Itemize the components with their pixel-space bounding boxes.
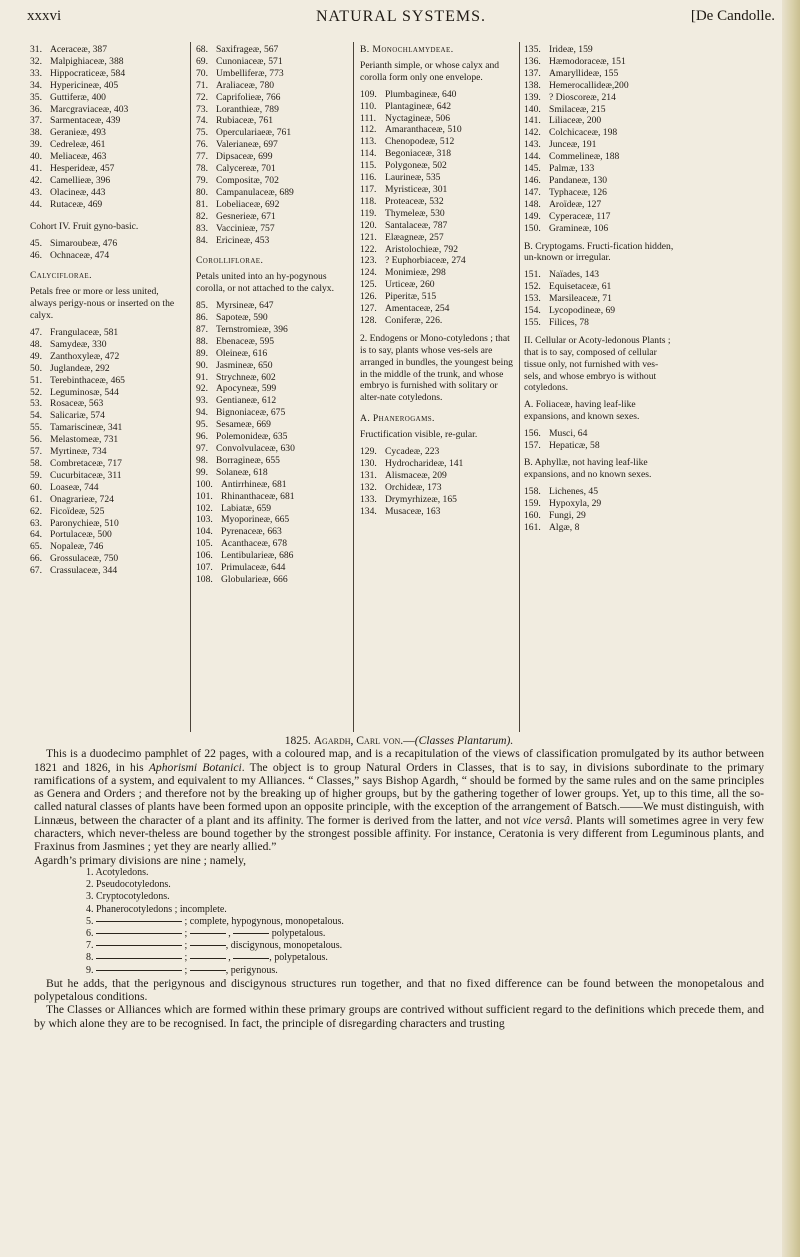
paragraph	[34, 747, 764, 853]
order-entry: 148. Aroïdeæ, 127	[524, 198, 602, 210]
order-entry: 129. Cycadeæ, 223	[360, 446, 440, 458]
order-entry: 102. Labiatæ, 659	[196, 502, 272, 514]
bibliography-entry	[34, 734, 764, 747]
order-entry: 47. Frangulaceæ, 581	[30, 327, 119, 339]
page-edge	[782, 0, 800, 1257]
order-list	[360, 89, 515, 327]
page-header	[27, 8, 775, 30]
division-text: ; complete, hypogynous, monopetalous.	[184, 915, 344, 927]
prose-section	[34, 734, 764, 1030]
order-entry: 97. Convolvulaceæ, 630	[196, 443, 295, 454]
section-description: Petals united into an hy-pogynous corolla, or not attached to the calyx.	[196, 271, 334, 295]
order-list	[524, 269, 674, 329]
order-entry: 94. Bignoniaceæ, 675	[196, 407, 286, 419]
ditto-rule	[190, 933, 226, 934]
order-entry: 112. Amaranthaceæ, 510	[360, 124, 462, 136]
order-entry: 36. Marcgraviaceæ, 403	[30, 103, 129, 115]
order-entry: 63. Paronychieæ, 510	[30, 517, 119, 529]
order-entry: 82. Gesnerieæ, 671	[196, 210, 276, 222]
order-entry: 96. Polemonideæ, 635	[196, 431, 288, 443]
order-list	[196, 300, 348, 586]
division-text: , perigynous.	[225, 964, 278, 976]
ditto-rule	[96, 933, 182, 934]
division-number: 8.	[86, 952, 94, 964]
section-description: Fructification visible, re-gular.	[360, 429, 478, 441]
order-entry: 107. Primulaceæ, 644	[196, 562, 286, 574]
order-entry: 44. Rutaceæ, 469	[30, 198, 103, 210]
ditto-rule	[96, 921, 182, 922]
order-list	[524, 428, 674, 452]
text-run: . Plants will sometimes agree in very few characters, which never-theless are bound together by the strongest possible affinity. For instance, Ceratonia is very different from Leguminous plants, and Fraxinus from Jasmines ; yet they are nearly allied.”	[34, 813, 765, 854]
column-4	[524, 44, 674, 533]
order-entry: 101. Rhinanthaceæ, 681	[196, 490, 295, 502]
order-entry: 42. Camellieæ, 396	[30, 174, 111, 186]
ditto-rule	[190, 970, 226, 971]
order-entry: 31. Aceraceæ, 387	[30, 44, 108, 55]
order-entry: 134. Musaceæ, 163	[360, 505, 441, 517]
order-list	[30, 238, 180, 262]
order-entry: 69. Cunoniaceæ, 571	[196, 55, 283, 67]
order-entry: 161. Algæ, 8	[524, 521, 580, 533]
order-entry: 51. Terebinthaceæ, 465	[30, 374, 125, 386]
order-entry: 123. ? Euphorbiaceæ, 274	[360, 255, 466, 267]
ditto-rule	[233, 933, 269, 934]
order-entry: 76. Valerianeæ, 697	[196, 139, 278, 151]
order-entry: 91. Strychneæ, 602	[196, 371, 276, 383]
order-entry: 46. Ochnaceæ, 474	[30, 249, 110, 261]
order-entry: 86. Sapoteæ, 590	[196, 312, 268, 324]
order-entry: 147. Typhaceæ, 126	[524, 186, 607, 198]
endogens-description: 2. Endogens or Mono-cotyledons ; that is to say, plants whose ves-sels are arranged in bundles, the youngest being in the middle of the trunk, and whose embryo is furnished with solitary or alter-nate cotyledons.	[360, 332, 513, 404]
order-entry: 37. Sarmentaceæ, 439	[30, 115, 121, 127]
order-entry: 133. Drymyrhizeæ, 165	[360, 493, 457, 505]
order-entry: 104. Pyrenaceæ, 663	[196, 526, 282, 538]
order-entry: 114. Begoniaceæ, 318	[360, 148, 452, 160]
order-entry: 151. Naïades, 143	[524, 269, 600, 281]
section-heading: B. Monochlamydeae.	[360, 44, 454, 55]
order-entry: 73. Loranthieæ, 789	[196, 103, 279, 115]
order-entry: 77. Dipsaceæ, 699	[196, 151, 273, 163]
order-entry: 93. Gentianeæ, 612	[196, 395, 277, 407]
order-entry: 74. Rubiaceæ, 761	[196, 115, 274, 127]
order-entry: 113. Chenopodeæ, 512	[360, 136, 455, 148]
order-entry: 40. Meliaceæ, 463	[30, 151, 107, 163]
order-entry: 138. Hemerocallideæ,200	[524, 79, 629, 91]
order-entry: 61. Onagrarieæ, 724	[30, 493, 114, 505]
order-entry: 75. Operculariaeæ, 761	[196, 127, 292, 139]
order-entry: 68. Saxifrageæ, 567	[196, 44, 279, 55]
primary-divisions-list	[86, 867, 764, 977]
cellular-description: II. Cellular or Acoty-ledonous Plants ; that is to say, composed of cellular tissue only, not furnished with ves-sels, and whose embryo is without cotyledons.	[524, 334, 671, 394]
order-entry: 154. Lycopodineæ, 69	[524, 305, 616, 317]
page-number: xxxvi	[27, 8, 62, 24]
order-entry: 117. Myristiceæ, 301	[360, 183, 448, 195]
order-entry: 143. Junceæ, 191	[524, 139, 597, 151]
division-item: 3. Cryptocotyledons.	[86, 891, 170, 903]
order-entry: 33. Hippocraticeæ, 584	[30, 67, 126, 79]
cohort-heading: Cohort IV. Fruit gyno-basic.	[30, 220, 139, 232]
order-entry: 78. Calycereæ, 701	[196, 163, 276, 175]
order-entry: 81. Lobeliaceæ, 692	[196, 198, 280, 210]
order-entry: 70. Umbelliferæ, 773	[196, 67, 284, 79]
order-entry: 135. Irideæ, 159	[524, 44, 593, 55]
work-title: Aphorismi Botanici	[148, 760, 242, 774]
column-divider	[353, 42, 354, 732]
order-entry: 90. Jasmineæ, 650	[196, 359, 273, 371]
order-entry: 39. Cedreleæ, 461	[30, 139, 106, 151]
order-entry: 153. Marsileaceæ, 71	[524, 293, 612, 305]
order-entry: 115. Polygoneæ, 502	[360, 160, 447, 172]
column-divider	[519, 42, 520, 732]
order-entry: 140. Smilaceæ, 215	[524, 103, 606, 115]
ditto-rule	[96, 970, 182, 971]
order-entry: 49. Zanthoxyleæ, 472	[30, 350, 120, 362]
ditto-rule	[96, 958, 182, 959]
latin-phrase: vice versâ	[522, 813, 570, 827]
ditto-rule	[190, 945, 226, 946]
division-text: , polypetalous.	[269, 952, 328, 964]
order-entry: 157. Hepaticæ, 58	[524, 440, 600, 452]
order-entry: 125. Urticeæ, 260	[360, 279, 435, 291]
entry-author: Agardh, Carl von.—	[313, 734, 415, 747]
order-entry: 127. Amentaceæ, 254	[360, 303, 450, 315]
order-entry: 34. Hypericineæ, 405	[30, 79, 119, 91]
order-entry: 89. Oleineæ, 616	[196, 347, 268, 359]
order-entry: 35. Guttiferæ, 400	[30, 91, 106, 103]
section-description: Perianth simple, or whose calyx and corolla form only one envelope.	[360, 59, 500, 83]
order-entry: 67. Crassulaceæ, 344	[30, 565, 118, 577]
column-3	[360, 44, 515, 518]
column-divider	[190, 42, 191, 732]
division-item: 9. ; , perigynous.	[86, 964, 278, 976]
order-entry: 110. Plantagineæ, 642	[360, 100, 452, 112]
ditto-rule	[96, 945, 182, 946]
order-entry: 132. Orchideæ, 173	[360, 481, 442, 493]
order-entry: 58. Combretaceæ, 717	[30, 458, 122, 469]
order-list	[196, 44, 348, 246]
order-entry: 87. Ternstromieæ, 396	[196, 323, 288, 335]
order-entry: 120. Santalaceæ, 787	[360, 219, 448, 231]
order-entry: 65. Nopaleæ, 746	[30, 541, 104, 553]
division-item: 6. ; , polypetalous.	[86, 927, 326, 939]
order-entry: 98. Borragineæ, 655	[196, 454, 280, 466]
order-entry: 83. Vaccinieæ, 757	[196, 222, 275, 234]
order-entry: 158. Lichenes, 45	[524, 485, 599, 497]
order-entry: 62. Ficoïdeæ, 525	[30, 505, 105, 517]
order-list	[524, 44, 674, 235]
entry-title: (Classes Plantarum).	[414, 734, 514, 747]
order-entry: 48. Samydeæ, 330	[30, 338, 107, 350]
order-entry: 57. Myrtineæ, 734	[30, 446, 107, 458]
order-entry: 111. Nyctagineæ, 506	[360, 112, 451, 124]
order-entry: 80. Campanulaceæ, 689	[196, 186, 294, 198]
paragraph: But he adds, that the perigynous and discigynous structures run together, and that no fixed difference can be found between the monopetalous and polypetalous conditions.	[34, 976, 764, 1004]
order-entry: 108. Globularieæ, 666	[196, 573, 288, 585]
order-entry: 142. Colchicaceæ, 198	[524, 127, 618, 139]
order-entry: 156. Musci, 64	[524, 428, 588, 440]
order-entry: 55. Tamariscineæ, 341	[30, 422, 123, 434]
order-entry: 119. Thymeleæ, 530	[360, 207, 445, 219]
column-2	[196, 44, 348, 586]
order-entry: 109. Plumbagineæ, 640	[360, 88, 457, 100]
order-entry: 85. Myrsineæ, 647	[196, 300, 274, 312]
running-head: [De Candolle.	[690, 8, 775, 24]
text-run: This is a duodecimo pamphlet of 22 pages, with a coloured map, and is a recapitulation of the views of classification promulgated by its author between 1821 and 1826, in his	[34, 747, 764, 774]
paragraph: Agardh’s primary divisions are nine ; namely,	[34, 853, 247, 867]
order-entry: 103. Myoporineæ, 665	[196, 514, 290, 526]
order-list	[524, 486, 674, 534]
order-entry: 137. Amaryllideæ, 155	[524, 67, 619, 79]
order-list	[30, 327, 180, 577]
order-entry: 53. Rosaceæ, 563	[30, 398, 104, 410]
paragraph: The Classes or Alliances which are formed within these primary groups are contrived without sufficient regard to the definitions which precede them, and by which alone they are to be recognised. In fact, the principle of disregarding characters and trusting	[34, 1003, 764, 1030]
order-entry: 41. Hesperideæ, 457	[30, 163, 115, 175]
text-run: . The object is to group Natural Orders in Classes, that is to say, in divisions subordinate to the primary ramifications of a system, and equivalent to my Alliances. “ Classes,” says Bishop Agardh, “ should be formed by the same rules and on the same principles as Genera and Orders ; and therefore not by the breaking up of higher groups, but by the gathering together of lower groups. Yet, up to this time, all the so-called natural classes of plants have been formed upon an opposite principle, with the exception of the arrangement of Batsch.——We must distinguish, with Linnæus, between the character of a plant and its affinity. The former is derived from the latter, and not	[34, 760, 764, 827]
section-heading: Corolliflorae.	[196, 255, 264, 267]
order-entry: 95. Sesameæ, 669	[196, 419, 271, 431]
order-entry: 150. Gramineæ, 106	[524, 222, 609, 234]
order-entry: 106. Lentibularieæ, 686	[196, 550, 294, 562]
order-list	[360, 446, 515, 517]
order-entry: 124. Monimieæ, 298	[360, 267, 446, 279]
order-entry: 145. Palmæ, 133	[524, 163, 595, 175]
division-number: 7.	[86, 940, 94, 952]
division-item: 2. Pseudocotyledons.	[86, 879, 171, 891]
order-entry: 32. Malpighiaceæ, 388	[30, 55, 124, 67]
order-entry: 56. Melastomeæ, 731	[30, 434, 119, 446]
order-entry: 159. Hypoxyla, 29	[524, 497, 602, 509]
page-title: NATURAL SYSTEMS.	[315, 8, 487, 25]
order-entry: 139. ? Dioscoreæ, 214	[524, 91, 616, 103]
section-heading: A. Phanerogams.	[360, 413, 435, 425]
order-entry: 52. Leguminosæ, 544	[30, 386, 119, 398]
order-entry: 130. Hydrocharideæ, 141	[360, 458, 464, 469]
cryptogams-description: B. Cryptogams. Fructi-fication hidden, un-known or irregular.	[524, 240, 674, 264]
order-entry: 160. Fungi, 29	[524, 509, 586, 521]
division-text: polypetalous.	[271, 927, 326, 939]
order-entry: 38. Geranieæ, 493	[30, 127, 106, 139]
order-entry: 60. Loaseæ, 744	[30, 481, 99, 493]
order-entry: 71. Araliaceæ, 780	[196, 79, 275, 91]
division-number: 5.	[86, 915, 94, 927]
division-item	[86, 916, 764, 928]
division-number: 9.	[86, 964, 94, 976]
division-number: 6.	[86, 927, 94, 939]
order-list	[30, 44, 180, 211]
order-entry: 100. Antirrhineæ, 681	[196, 478, 287, 490]
aphyllae-description: B. Aphyllæ, not having leaf-like expansions, and no known sexes.	[524, 457, 652, 480]
order-entry: 122. Aristolochieæ, 792	[360, 243, 459, 255]
order-entry: 131. Alismaceæ, 209	[360, 469, 447, 481]
order-entry: 155. Filices, 78	[524, 316, 589, 328]
order-entry: 105. Acanthaceæ, 678	[196, 538, 288, 550]
order-entry: 128. Coniferæ, 226.	[360, 314, 443, 326]
section-description: Petals free or more or less united, always perigy-nous or inserted on the calyx.	[30, 286, 175, 322]
division-item: 8. ; , , polypetalous.	[86, 952, 328, 964]
order-entry: 136. Hæmodoraceæ, 151	[524, 55, 626, 67]
division-item: 1. Acotyledons.	[86, 866, 149, 878]
division-item: 7. ; , discigynous, monopetalous.	[86, 940, 343, 952]
order-entry: 43. Olacineæ, 443	[30, 186, 106, 198]
order-entry: 45. Simaroubeæ, 476	[30, 237, 118, 249]
order-entry: 59. Cucurbitaceæ, 311	[30, 469, 122, 481]
order-entry: 152. Equisetaceæ, 61	[524, 281, 612, 293]
order-entry: 146. Pandaneæ, 130	[524, 174, 608, 186]
order-entry: 50. Juglandeæ, 292	[30, 362, 110, 374]
order-entry: 84. Ericineæ, 453	[196, 234, 270, 246]
order-entry: 141. Liliaceæ, 200	[524, 115, 602, 127]
order-entry: 118. Proteaceæ, 532	[360, 195, 444, 207]
order-entry: 121. Elæagneæ, 257	[360, 231, 444, 243]
order-entry: 72. Caprifolieæ, 766	[196, 91, 281, 103]
order-entry: 92. Apocyneæ, 599	[196, 383, 277, 395]
order-entry: 144. Commelineæ, 188	[524, 151, 620, 163]
order-entry: 64. Portulaceæ, 500	[30, 529, 112, 541]
order-entry: 126. Piperitæ, 515	[360, 291, 437, 303]
ditto-rule	[190, 958, 226, 959]
order-entry: 88. Ebenaceæ, 595	[196, 335, 275, 347]
order-entry: 99. Solaneæ, 618	[196, 466, 268, 478]
division-text: , discigynous, monopetalous.	[225, 940, 343, 952]
entry-year: 1825.	[284, 734, 311, 747]
division-item: 4. Phanerocotyledons ; incomplete.	[86, 903, 227, 915]
section-heading: Calyciflorae.	[30, 270, 92, 282]
column-1	[30, 44, 180, 577]
order-entry: 66. Grossulaceæ, 750	[30, 553, 119, 565]
order-entry: 149. Cyperaceæ, 117	[524, 210, 611, 222]
ditto-rule	[233, 958, 269, 959]
order-entry: 79. Compositæ, 702	[196, 174, 279, 186]
order-entry: 54. Salicariæ, 574	[30, 410, 105, 422]
order-entry: 116. Laurineæ, 535	[360, 172, 441, 184]
foliaceae-description: A. Foliaceæ, having leaf-like expansions, and known sexes.	[524, 399, 640, 423]
